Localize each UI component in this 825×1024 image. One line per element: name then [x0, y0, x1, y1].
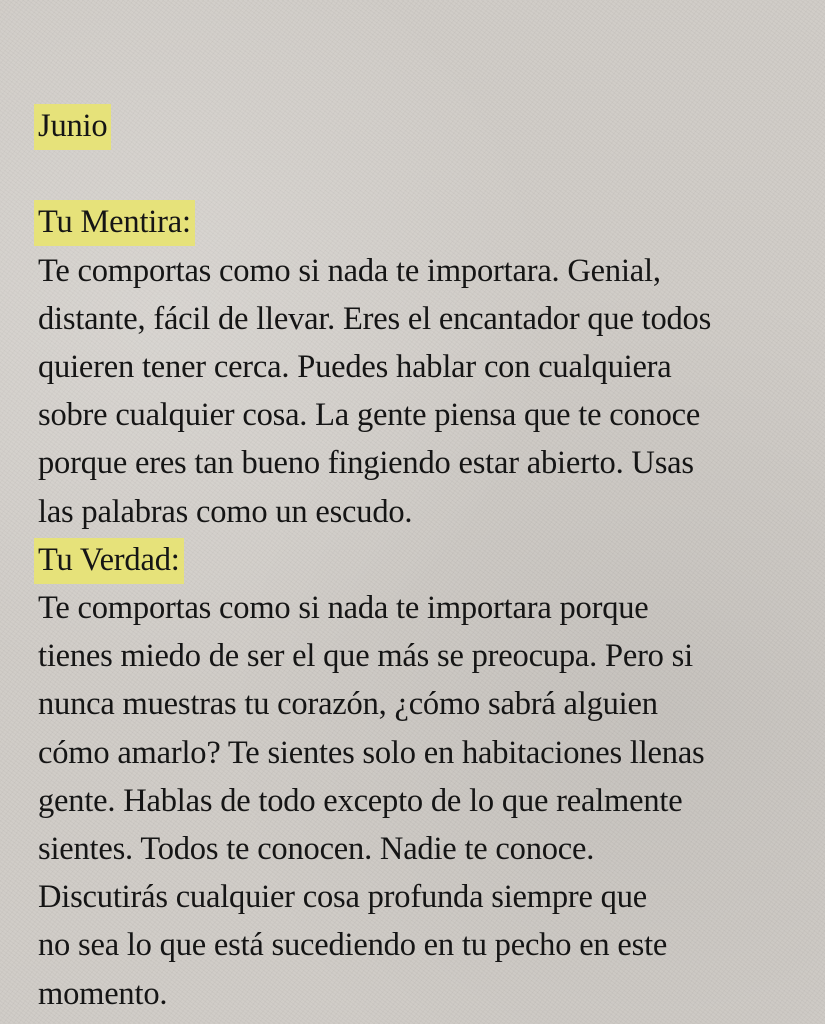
truth-heading: Tu Verdad: [34, 538, 184, 584]
truth-text-line: momento. [38, 975, 168, 1012]
month-line [38, 102, 818, 150]
truth-text-line: sientes. Todos te conocen. Nadie te conoce. [38, 831, 595, 868]
lie-text-line: las palabras como un escudo. [38, 493, 413, 530]
truth-heading-line [38, 536, 818, 584]
month-label: Junio [34, 104, 111, 150]
truth-text-line: nunca muestras tu corazón, ¿cómo sabrá alguien [38, 686, 658, 723]
truth-text-line: no sea lo que está sucediendo en tu pecho en este [38, 927, 668, 964]
truth-text-line: Discutirás cualquier cosa profunda siempre que [38, 879, 647, 916]
text-body [38, 102, 818, 1018]
truth-text-line: tienes miedo de ser el que más se preocupa. Pero si [38, 638, 693, 675]
lie-text-line: distante, fácil de llevar. Eres el encantador que todos [38, 300, 712, 337]
truth-text-line: Te comportas como si nada te importara porque [38, 590, 649, 627]
lie-heading-line [38, 198, 818, 246]
lie-heading: Tu Mentira: [34, 200, 195, 246]
blank-line [38, 150, 818, 198]
lie-text-line: quieren tener cerca. Puedes hablar con cualquiera [38, 349, 672, 385]
lie-text-line: sobre cualquier cosa. La gente piensa que te conoce [38, 397, 701, 434]
truth-text-line: gente. Hablas de todo excepto de lo que realmente [38, 782, 683, 819]
lie-text-line: Te comportas como si nada te importara. Genial, [38, 252, 661, 289]
lie-text-line: porque eres tan bueno fingiendo estar abierto. Usas [38, 445, 694, 482]
truth-text-line: cómo amarlo? Te sientes solo en habitaciones llenas [38, 734, 705, 771]
